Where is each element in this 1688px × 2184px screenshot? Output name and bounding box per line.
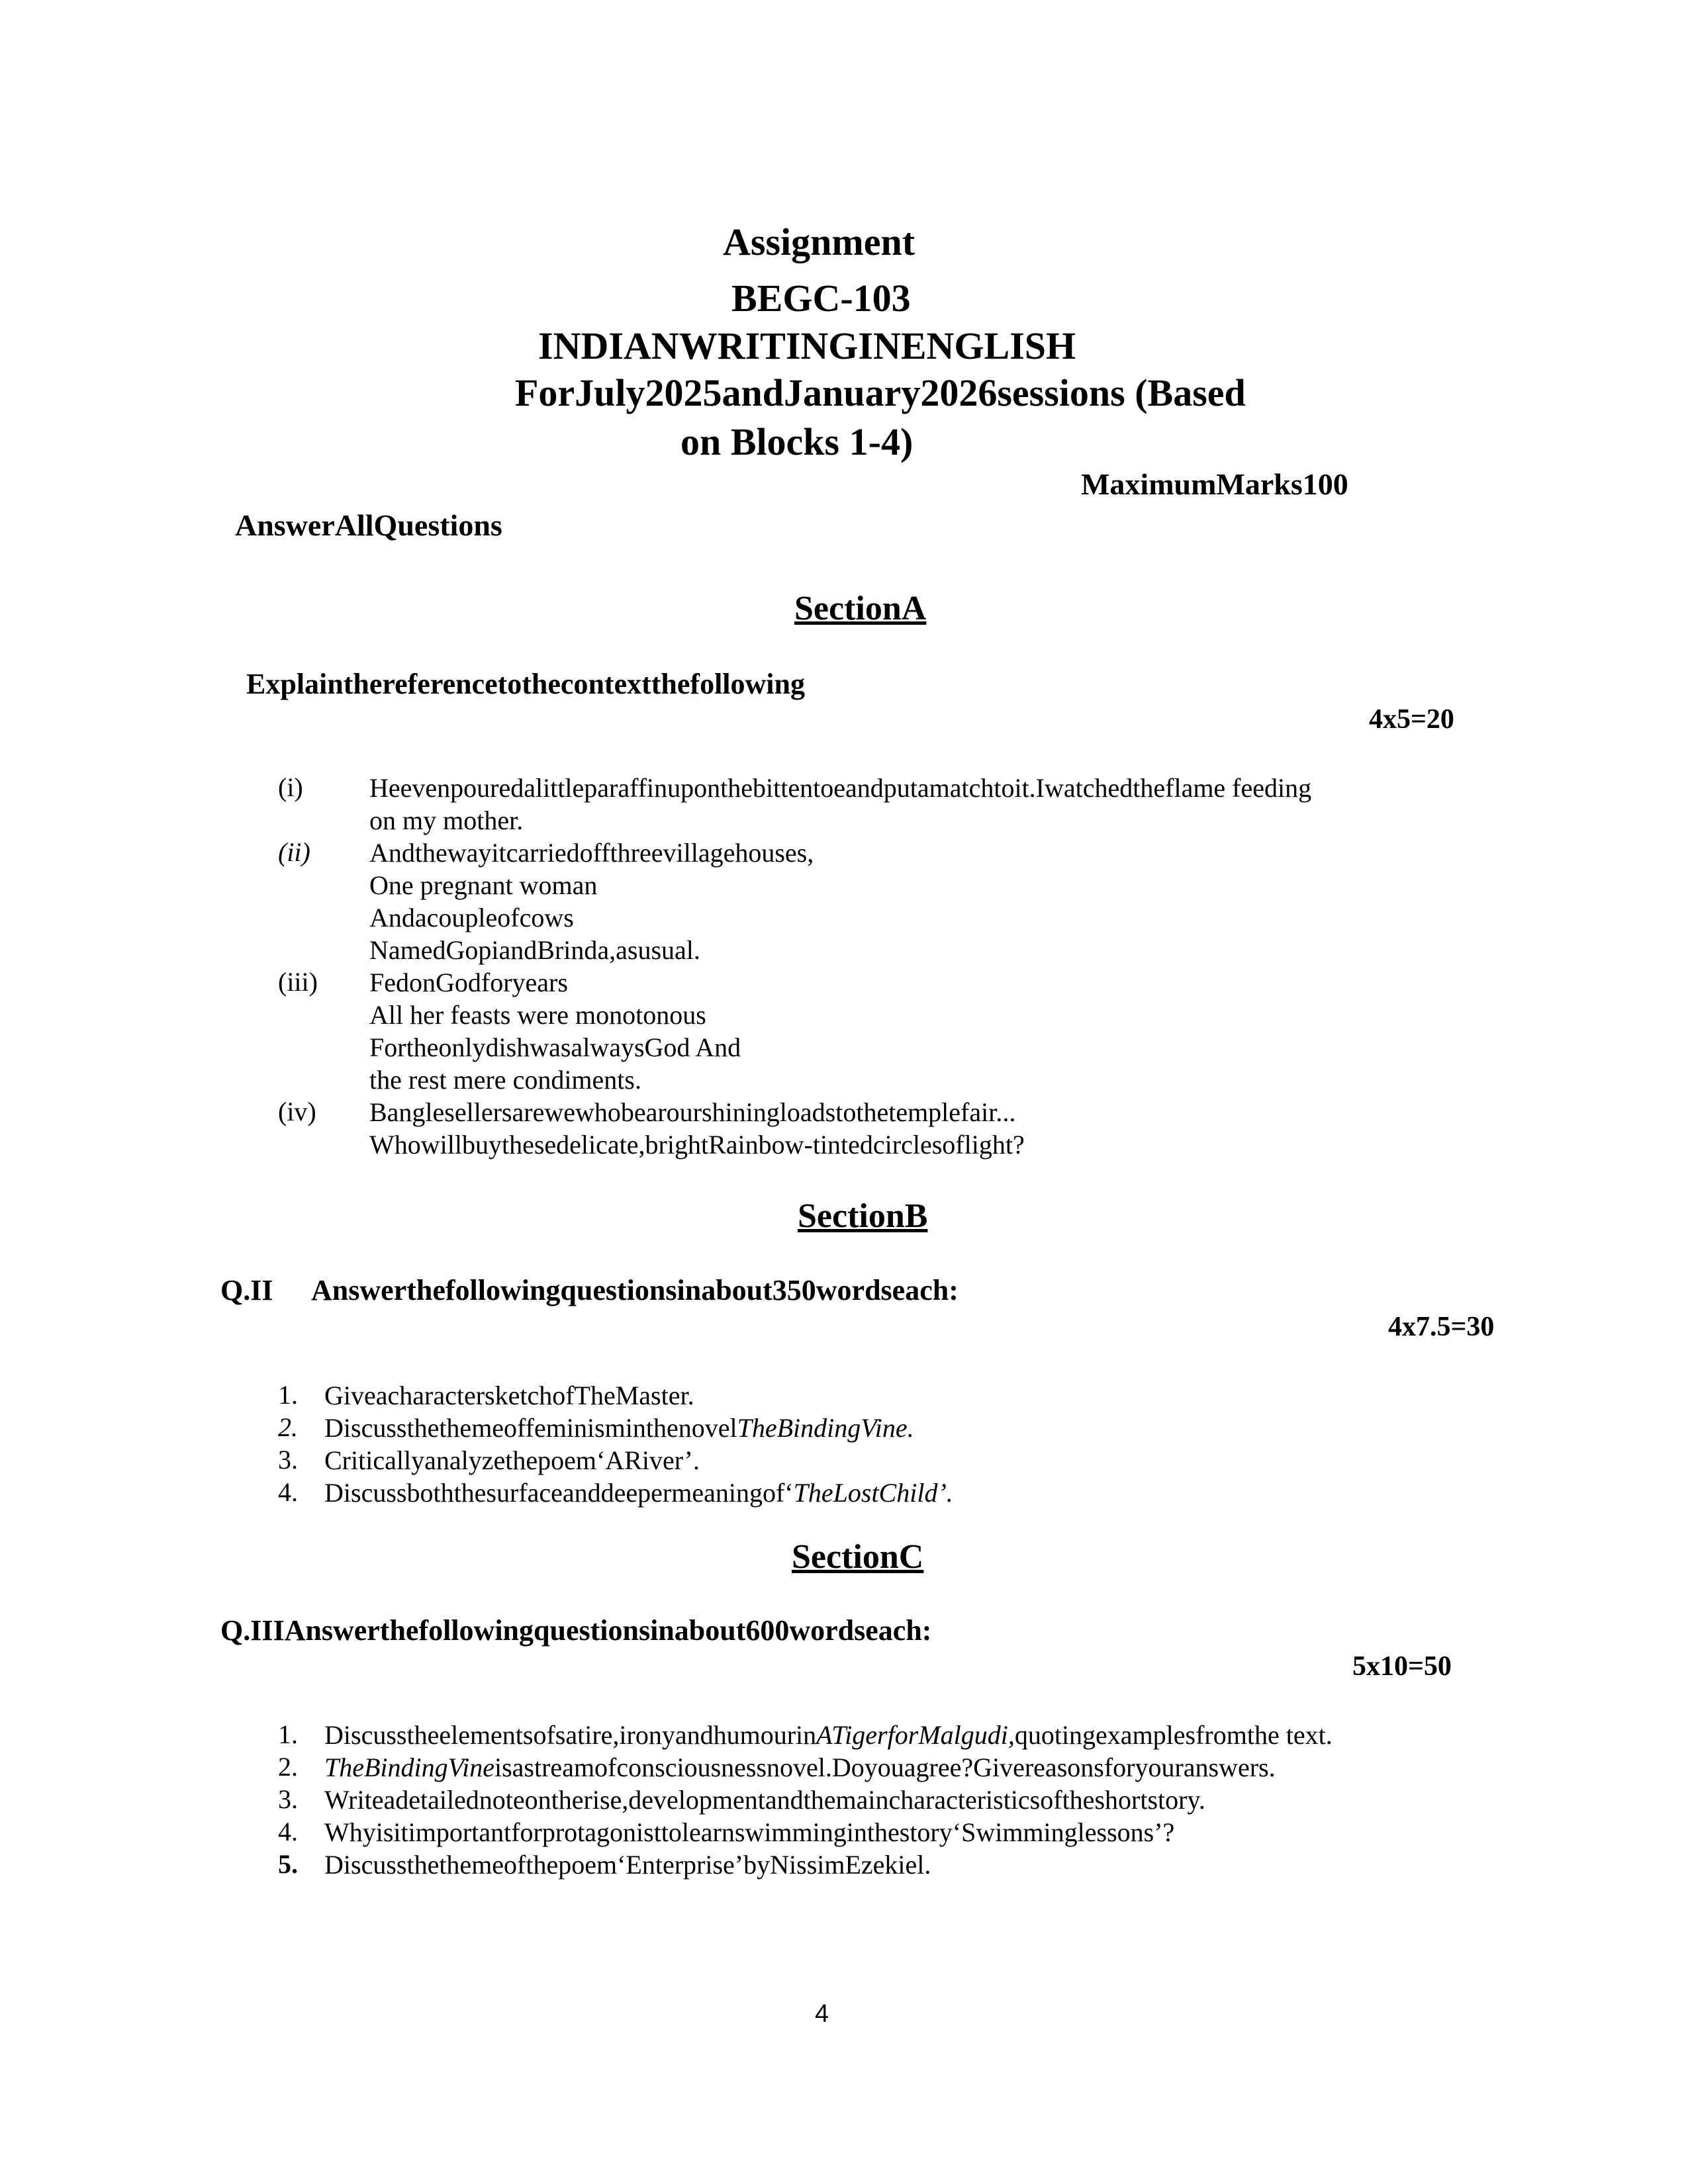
question-text: Writeadetailednoteontherise,developmentandthemaincharacteristicsoftheshortstory.	[324, 1785, 1205, 1815]
work-title: TheLostChild’.	[793, 1478, 953, 1508]
list-number: 3.	[278, 1445, 298, 1475]
passage-line: on my mother.	[369, 805, 524, 835]
passage-line: Heevenpouredalittleparaffinuponthebittentoeandputamatchtoit.Iwatchedtheflame feeding	[369, 773, 1312, 803]
question-text-part: Discusstheelementsofsatire,ironyandhumourin	[324, 1720, 817, 1750]
section-c-marks: 5x10=50	[1352, 1651, 1452, 1682]
question-text-part: Discussboththesurfaceanddeepermeaningof‘	[324, 1478, 794, 1508]
list-number: 2.	[278, 1752, 298, 1782]
section-b-instruction: Answerthefollowingquestionsinabout350wordseach:	[311, 1274, 959, 1306]
item-label: (ii)	[278, 837, 310, 867]
list-number: 2.	[278, 1412, 298, 1442]
passage-line: Whowillbuythesedelicate,brightRainbow-tintedcirclesoflight?	[369, 1130, 1025, 1160]
question-text: GiveacharactersketchofTheMaster.	[324, 1381, 694, 1410]
question-text-part: isastreamofconsciousnessnovel.Doyouagree?Givereasonsforyouranswers.	[494, 1752, 1276, 1782]
section-a-instruction: Explainthereferencetothecontextthefollowing	[246, 668, 805, 700]
passage-line: Andthewayitcarriedoffthreevillagehouses,	[369, 838, 814, 868]
section-b-question-label: Q.II	[220, 1274, 273, 1306]
passage-line: FedonGodforyears	[369, 968, 568, 997]
list-number: 1.	[278, 1719, 298, 1749]
section-c-heading: SectionC	[792, 1538, 924, 1576]
section-b-heading: SectionB	[798, 1197, 928, 1235]
question-text-part: Discussthethemeoffeminisminthenovel	[324, 1413, 737, 1443]
passage-line: FortheonlydishwasalwaysGod And	[369, 1032, 741, 1062]
work-title: ATigerforMalgudi,	[816, 1720, 1015, 1750]
question-text	[324, 1477, 953, 1509]
passage-line: Banglesellersarewewhobearourshiningloadstothetemplefair...	[369, 1097, 1016, 1127]
passage-line: All her feasts were monotonous	[369, 1000, 706, 1030]
maximum-marks: MaximumMarks100	[1081, 467, 1348, 501]
item-label: (i)	[278, 772, 303, 802]
work-title: TheBindingVine.	[737, 1413, 914, 1443]
question-text: Criticallyanalyzethepoem‘ARiver’.	[324, 1445, 700, 1475]
passage-line: One pregnant woman	[369, 870, 598, 900]
list-number: 4.	[278, 1817, 298, 1846]
item-label: (iii)	[278, 967, 318, 997]
course-name: INDIANWRITINGINENGLISH	[538, 324, 1076, 367]
work-title: TheBindingVine	[324, 1752, 494, 1782]
question-text-part: quotingexamplesfromthe text.	[1014, 1720, 1333, 1750]
session-line-2: on Blocks 1-4)	[680, 420, 914, 463]
list-number: 3.	[278, 1784, 298, 1814]
question-text: Discussthethemeofthepoem‘Enterprise’byNissimEzekiel.	[324, 1850, 931, 1880]
answer-all-instruction: AnswerAllQuestions	[235, 508, 502, 542]
section-c-instruction: Q.IIIAnswerthefollowingquestionsinabout600wordseach:	[220, 1614, 932, 1647]
question-text	[324, 1412, 914, 1444]
item-label: (iv)	[278, 1097, 316, 1126]
question-text	[324, 1719, 1333, 1751]
question-text: Whyisitimportantforprotagonisttolearnswimminginthestory‘Swimminglessons’?	[324, 1817, 1175, 1847]
section-a-marks: 4x5=20	[1369, 704, 1454, 735]
page-number: 4	[815, 2000, 829, 2028]
passage-line: the rest mere condiments.	[369, 1065, 641, 1095]
doc-title: Assignment	[723, 220, 915, 263]
course-code: BEGC-103	[731, 277, 911, 320]
list-number: 1.	[278, 1380, 298, 1410]
question-text	[324, 1751, 1276, 1784]
section-b-marks: 4x7.5=30	[1388, 1312, 1495, 1342]
session-line-1: ForJuly2025andJanuary2026sessions (Based	[515, 371, 1246, 414]
section-a-heading: SectionA	[794, 590, 927, 627]
list-number: 4.	[278, 1477, 298, 1507]
passage-line: Andacoupleofcows	[369, 903, 574, 933]
passage-line: NamedGopiandBrinda,asusual.	[369, 935, 700, 965]
list-number: 5.	[278, 1849, 298, 1879]
